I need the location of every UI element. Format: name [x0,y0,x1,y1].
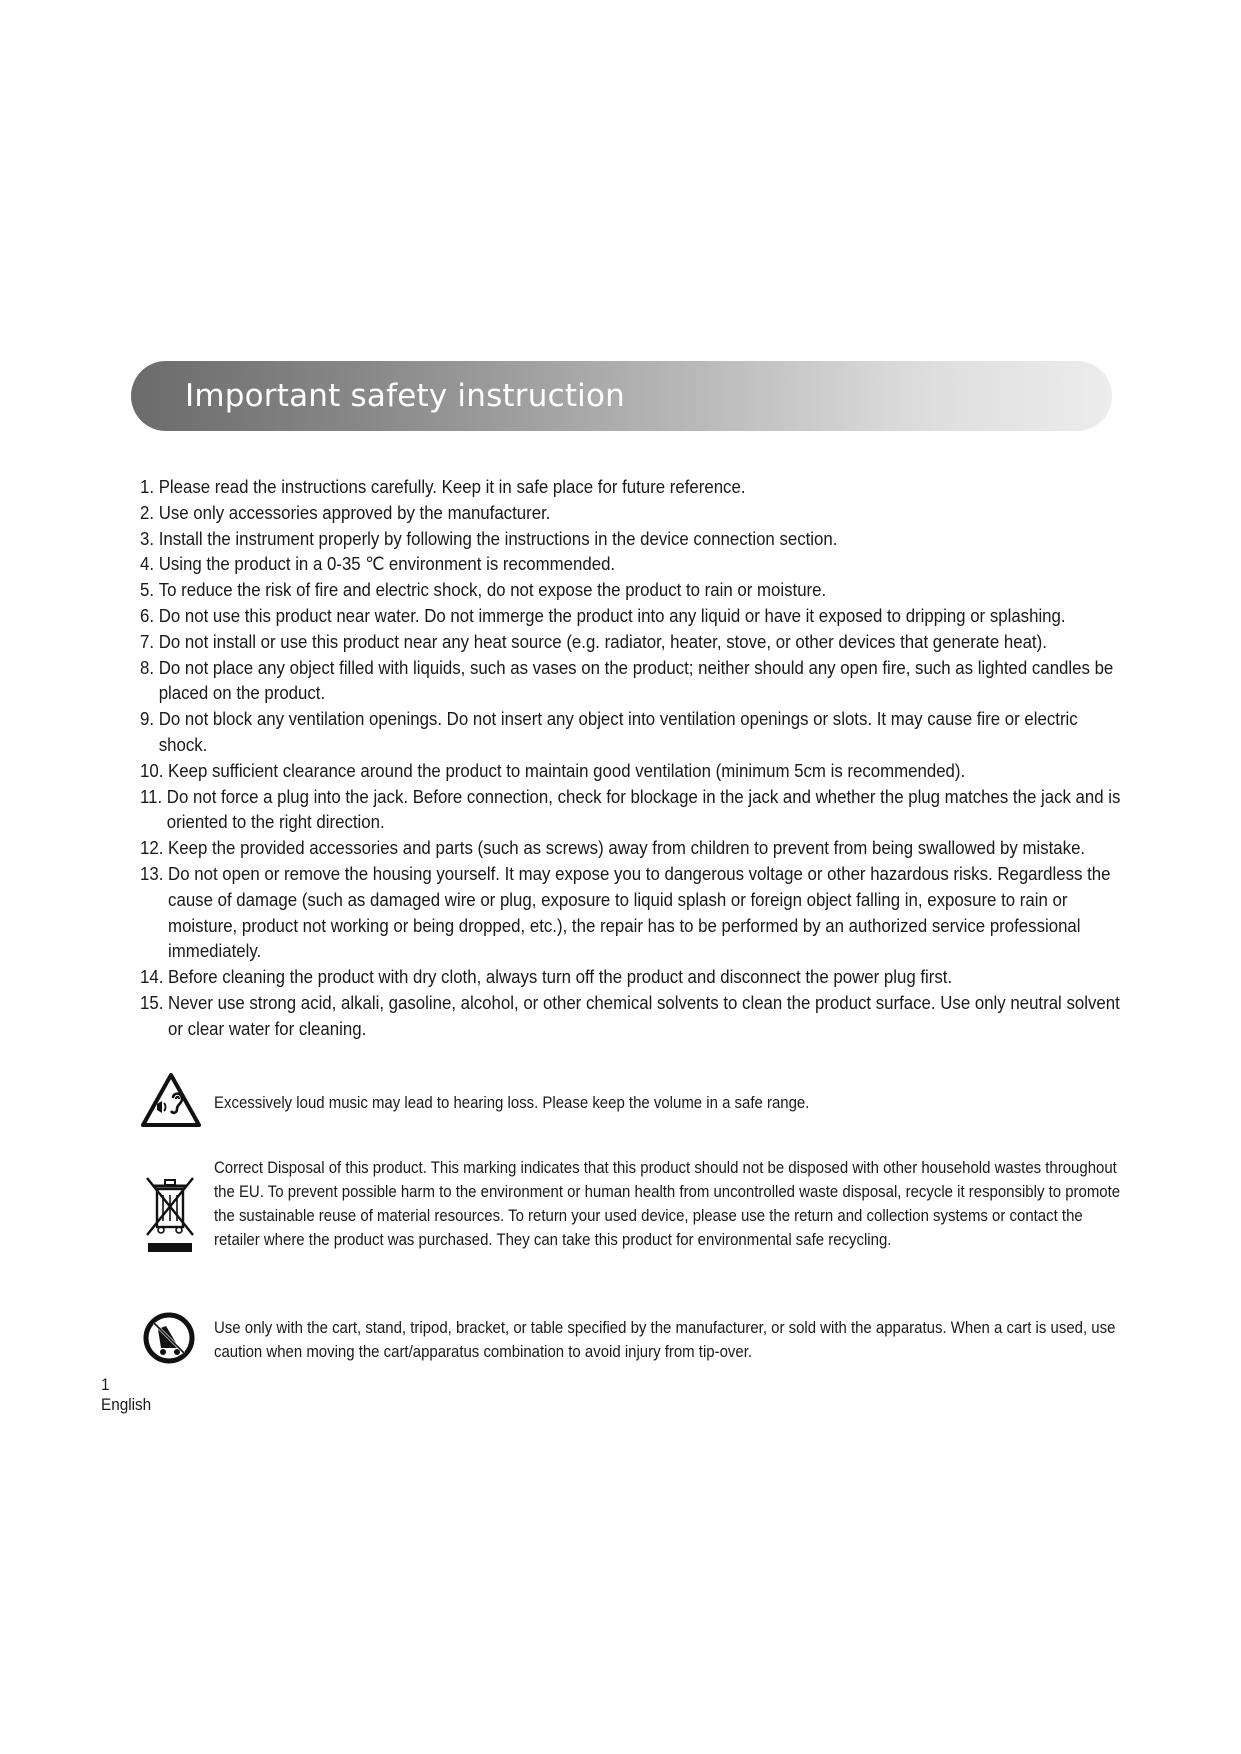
instruction-text: Keep the provided accessories and parts (such as screws) away from children to prevent from being swallowed by mistake. [168,837,1086,859]
instruction-text: Using the product in a 0-35 ℃ environment is recommended. [158,553,616,575]
instruction-number: 8. [140,656,159,678]
instruction-list [140,474,1124,1042]
instruction-text: Do not use this product near water. Do not immerge the product into any liquid or have it exposed to dripping or splashing. [158,604,1066,626]
instruction-number: 7. [140,630,159,652]
instruction-item [140,861,1124,964]
instruction-item [140,551,1124,577]
instruction-number: 5. [140,579,159,601]
disposal-notice [140,1155,1140,1285]
instruction-item [140,706,1124,758]
instruction-text: Please read the instructions carefully. Keep it in safe place for future reference. [158,476,746,497]
instruction-text: Never use strong acid, alkali, gasoline, alcohol, or other chemical solvents to clean the product surface. Use only neutral solvent or clear water for cleaning. [168,991,1120,1039]
instruction-text: Do not install or use this product near any heat source (e.g. radiator, heater, stove, or other devices that generate heat). [158,630,1047,652]
instruction-item [140,577,1124,603]
title-banner [131,361,1112,431]
hearing-notice [140,1072,1140,1142]
instruction-item [140,758,1124,784]
cart-notice-text: Use only with the cart, stand, tripod, bracket, or table specified by the manufacturer, or sold with the apparatus. When a cart is used, use caution when moving the cart/apparatus combination to avoid injury from tip-over. [214,1318,1116,1361]
instruction-text: Do not open or remove the housing yourself. It may expose you to dangerous voltage or other hazardous risks. Regardless the cause of damage (such as damaged wire or plug, exposure to liquid splash or foreign object falling in, exposure to rain or moisture, product not working or being dropped, etc.), the repair has to be performed by an authorized service professional immediately. [168,862,1111,962]
instruction-text: To reduce the risk of fire and electric shock, do not expose the product to rain or moisture. [158,579,827,601]
instruction-number: 13. [140,862,169,884]
instruction-number: 15. [140,991,169,1013]
instruction-item [140,784,1124,836]
instruction-number: 3. [140,527,159,549]
page-number: 1 [101,1375,110,1394]
instruction-item [140,964,1124,990]
instruction-item [140,500,1124,526]
instruction-number: 11. [140,785,167,807]
instruction-item [140,655,1124,707]
instruction-item [140,603,1124,629]
cart-warning-icon [143,1312,195,1364]
instruction-item [140,526,1124,552]
page-title: Important safety instruction [185,378,626,414]
instruction-number: 10. [140,759,169,781]
instruction-number: 14. [140,966,169,988]
instruction-text: Do not place any object filled with liquids, such as vases on the product; neither should any open fire, such as lighted candles be placed on the product. [158,656,1114,704]
instruction-number: 1. [140,476,159,497]
cart-notice [140,1312,1140,1372]
instruction-number: 4. [140,553,159,575]
crossed-bin-icon [144,1175,196,1253]
instruction-item [140,990,1124,1042]
instruction-text: Keep sufficient clearance around the product to maintain good ventilation (minimum 5cm is recommended). [168,759,966,781]
instruction-item [140,474,1124,500]
language-label: English [101,1395,152,1414]
instruction-item [140,629,1124,655]
disposal-notice-text: Correct Disposal of this product. This marking indicates that this product should not be disposed with other household wastes throughout the EU. To prevent possible harm to the environment or human health from uncontrolled waste disposal, recycle it responsibly to promote the sustainable reuse of material resources. To return your used device, please use the return and collection systems or contact the retailer where the product was purchased. They can take this product for environmental safe recycling. [214,1158,1121,1249]
instruction-number: 2. [140,501,159,523]
instruction-text: Use only accessories approved by the manufacturer. [158,501,551,523]
instruction-number: 12. [140,837,169,859]
instruction-number: 9. [140,708,159,730]
instruction-text: Install the instrument properly by following the instructions in the device connection section. [158,527,838,549]
instruction-text: Do not force a plug into the jack. Before connection, check for blockage in the jack and whether the plug matches the jack and is oriented to the right direction. [166,785,1121,833]
instruction-text: Before cleaning the product with dry cloth, always turn off the product and disconnect the power plug first. [168,966,953,988]
page-footer [101,1375,151,1415]
hearing-notice-text: Excessively loud music may lead to hearing loss. Please keep the volume in a safe range. [214,1093,810,1112]
instruction-number: 6. [140,604,159,626]
instruction-text: Do not block any ventilation openings. Do not insert any object into ventilation openings or slots. It may cause fire or electric shock. [158,708,1078,755]
hearing-warning-icon [140,1072,202,1128]
instruction-item [140,835,1124,861]
